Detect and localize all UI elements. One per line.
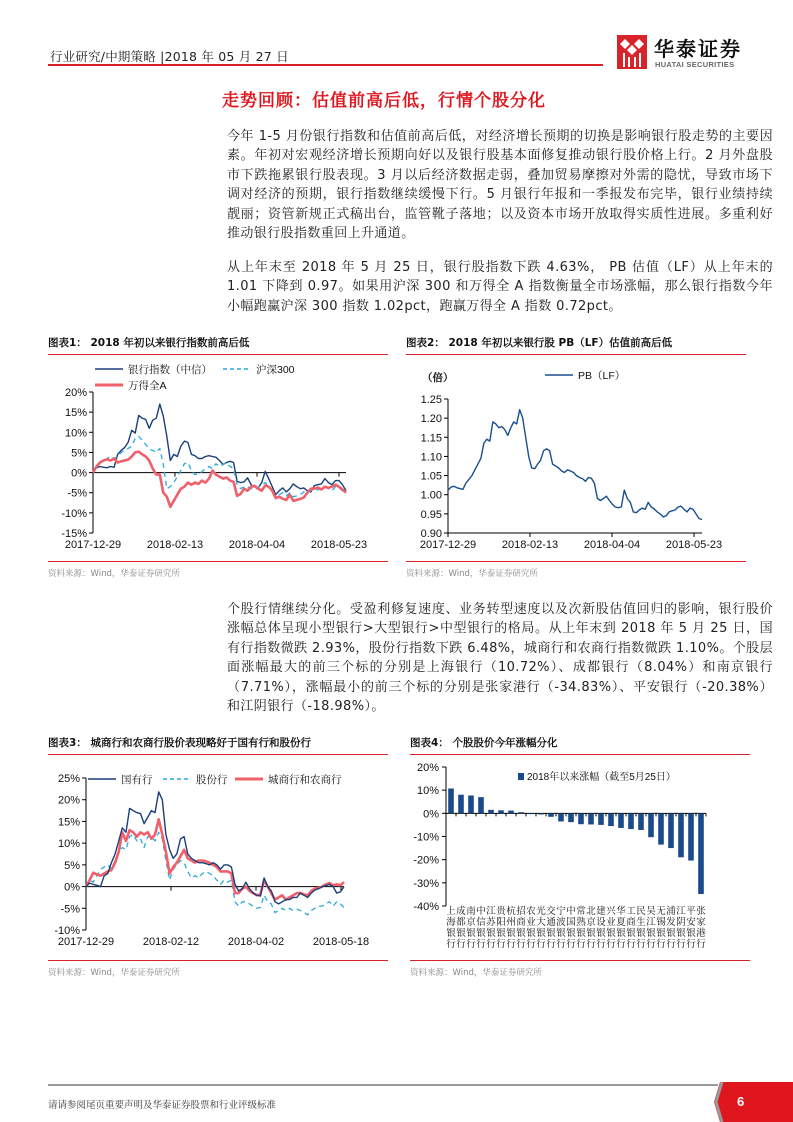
y-tick-label: 0%: [423, 808, 439, 821]
category-label-char: 大: [536, 917, 546, 928]
category-label-char: 无: [656, 906, 666, 917]
x-tick-label: 2017-12-29: [64, 539, 122, 551]
series-line: [86, 792, 344, 904]
bar: [658, 813, 664, 844]
figure-2-source: 资料来源：Wind，华泰证券研究所: [406, 569, 538, 579]
logo-mark-icon: [617, 35, 647, 69]
figure-3-title: 图表3： 城商行和农商行股价表现略好于国有行和股份行: [48, 737, 311, 749]
category-label-char: 平: [686, 906, 696, 917]
category-label-char: 常: [576, 906, 586, 917]
category-label-char: 苏: [486, 917, 496, 928]
bar: [518, 812, 524, 813]
bar: [598, 813, 604, 825]
category-label-char: 江: [486, 906, 496, 917]
category-label-char: 贵: [496, 906, 506, 917]
category-label-char: 行: [616, 939, 626, 950]
category-label-char: 华: [616, 906, 626, 917]
category-label-char: 阴: [676, 917, 686, 928]
category-label-char: 行: [586, 939, 596, 950]
y-tick-label: -5%: [67, 487, 87, 500]
y-tick-label: 1.25: [420, 394, 442, 406]
category-label-char: 兴: [606, 906, 616, 917]
category-label-char: 商: [516, 917, 526, 928]
x-tick-label: 2017-12-29: [419, 539, 477, 551]
bar: [688, 813, 694, 860]
x-tick-label: 2018-04-02: [227, 936, 285, 948]
category-label-char: 行: [596, 939, 606, 950]
figure-1-bottom-rule: [48, 561, 388, 562]
logo-text-cn: 华泰证券: [654, 37, 742, 61]
category-label-char: 中: [476, 906, 486, 917]
paragraph-3: 个股行情继续分化。受盈利修复速度、业务转型速度以及次新股估值回归的影响，银行股价涨幅总体呈现小型银行>大型银行>中型银行的格局。从上年末到 2018 年 5 月 25 日，国有行指数微跌 2.93%，股份行指数下跌 6.48%，城商行和农商行指数微跌 1.10%。个股层面涨幅最大的前三个标的分别是上海银行（10.72%）、成都银行（8.04%）和南京银行（7.71%），涨幅最小的前三个标的分别是张家港行（-34.83%）、平安银行（-20.38%）和江阴银行（-18.98%）。: [227, 602, 773, 715]
bar: [528, 813, 534, 814]
company-logo: [617, 33, 767, 73]
category-label-char: 成: [456, 906, 466, 917]
series-line: [93, 436, 346, 499]
legend-label: PB（LF）: [578, 370, 626, 382]
category-label-char: 银: [496, 928, 506, 939]
category-label-char: 银: [596, 928, 606, 939]
y-tick-label: 1.20: [420, 413, 442, 426]
x-tick-label: 2018-05-18: [312, 936, 370, 948]
category-label-char: 行: [626, 939, 636, 950]
category-label-char: 行: [576, 939, 586, 950]
category-label-char: 家: [696, 917, 706, 928]
y-tick-label: 25%: [57, 773, 80, 785]
legend-label: 万得全A: [128, 380, 167, 392]
category-label-char: 中: [566, 906, 576, 917]
footer-rule: [48, 1084, 718, 1086]
y-tick-label: 15%: [57, 816, 80, 829]
legend-label: 股份行: [196, 774, 228, 786]
page-number: 6: [737, 1094, 745, 1109]
category-label-char: 夏: [616, 917, 626, 928]
category-label-char: 州: [506, 917, 516, 928]
chart-3-bank-types: [40, 755, 390, 955]
category-label-char: 银: [566, 928, 576, 939]
x-tick-label: 2018-05-23: [310, 539, 368, 551]
category-label-char: 交: [546, 906, 556, 917]
category-label-char: 行: [496, 939, 506, 950]
category-label-char: 设: [596, 917, 606, 928]
y-tick-label: 0%: [71, 467, 87, 480]
category-label-char: 南: [466, 906, 476, 917]
category-label-char: 行: [536, 939, 546, 950]
category-label-char: 行: [696, 939, 706, 950]
category-label-char: 银: [666, 928, 676, 939]
legend-label: 2018年以来涨幅（截至5月25日）: [527, 772, 676, 783]
bar: [698, 813, 704, 894]
category-label-char: 银: [676, 928, 686, 939]
x-tick-label: 2018-04-04: [228, 539, 286, 551]
header-rule: [48, 64, 603, 66]
category-label-char: 行: [546, 939, 556, 950]
category-label-char: 银: [486, 928, 496, 939]
y-tick-label: 5%: [64, 859, 80, 872]
category-label-char: 银: [586, 928, 596, 939]
paragraph-2: 从上年末至 2018 年 5 月 25 日，银行股指数下跌 4.63%， PB 估值（LF）从上年末的 1.01 下降到 0.97。如果用沪深 300 和万得全 A 指数衡量全市场涨幅，那么银行指数今年小幅跑赢沪深 300 指数 1.02pct，跑赢万得全 A 指数 0.72pct。: [227, 260, 773, 314]
page-tab-shape: [708, 1082, 793, 1122]
category-label-char: 吴: [646, 906, 656, 917]
paragraph-1: 今年 1-5 月份银行指数和估值前高后低，对经济增长预期的切换是影响银行股走势的主要因素。年初对宏观经济增长预期向好以及银行股基本面修复推动银行股价格上行。2 月外盘股市下跌拖累银行股表现。3 月以后经济数据走弱，叠加贸易摩擦对外需的隐忧，导致市场下调对经济的预期，银行指数继续缓慢下行。5 月银行年报和一季报发布完毕，银行业绩持续靓丽；资管新规正式稿出台，监管靴子落地；以及资本市场开放取得实质性进展。多重利好推动银行股指数重回上升通道。: [227, 129, 773, 242]
category-label-char: 行: [686, 939, 696, 950]
bar: [638, 813, 644, 830]
bar: [498, 810, 504, 813]
bar: [538, 813, 544, 814]
category-label-char: 宁: [556, 906, 566, 917]
category-label-char: 银: [636, 928, 646, 939]
bar: [618, 813, 624, 828]
legend-label: 国有行: [121, 774, 153, 786]
category-label-char: 银: [606, 928, 616, 939]
bar: [458, 795, 464, 814]
category-label-char: 银: [616, 928, 626, 939]
y-tick-label: 1.05: [420, 470, 442, 483]
category-label-char: 工: [626, 906, 636, 917]
category-label-char: 银: [546, 928, 556, 939]
figure-2: [406, 335, 746, 355]
bar: [608, 813, 614, 826]
y-tick-label: 10%: [64, 427, 87, 440]
y-axis-unit: （倍）: [422, 372, 454, 384]
category-label-char: 都: [456, 917, 466, 928]
y-tick-label: 1.15: [420, 432, 442, 445]
bar: [468, 795, 474, 813]
category-label-char: 通: [546, 917, 556, 928]
header-breadcrumb: 行业研究/中期策略 |2018 年 05 月 27 日: [50, 49, 289, 64]
x-tick-label: 2018-02-13: [146, 539, 204, 551]
y-tick-label: 20%: [64, 387, 87, 399]
figure-2-title: 图表2： 2018 年初以来银行股 PB（LF）估值前高后低: [406, 337, 673, 349]
category-label-char: 光: [536, 906, 546, 917]
chart-2-pb-valuation: [400, 355, 760, 555]
category-label-char: 杭: [506, 906, 516, 917]
category-label-char: 银: [526, 928, 536, 939]
category-label-char: 熟: [576, 917, 586, 928]
category-label-char: 张: [696, 906, 706, 917]
category-label-char: 银: [446, 928, 456, 939]
logo-text-en: HUATAI SECURITIES: [655, 60, 735, 69]
category-label-char: 民: [636, 906, 646, 917]
category-label-char: 发: [666, 917, 676, 928]
x-tick-label: 2018-05-23: [665, 539, 723, 551]
figure-1-source: 资料来源：Wind，华泰证券研究所: [48, 569, 180, 579]
y-tick-label: -10%: [61, 507, 87, 520]
category-label-char: 国: [566, 917, 576, 928]
category-label-char: 商: [626, 917, 636, 928]
category-label-char: 行: [456, 939, 466, 950]
category-label-char: 行: [566, 939, 576, 950]
category-label-char: 行: [676, 939, 686, 950]
category-label-char: 行: [506, 939, 516, 950]
legend-label: 银行指数（中信）: [128, 364, 212, 376]
category-label-char: 银: [656, 928, 666, 939]
category-label-char: 银: [476, 928, 486, 939]
category-label-char: 上: [446, 906, 456, 917]
category-label-char: 浦: [666, 906, 676, 917]
category-label-char: 银: [646, 928, 656, 939]
bar: [578, 813, 584, 824]
y-tick-label: 1.00: [420, 489, 442, 502]
y-tick-label: -15%: [61, 528, 87, 540]
category-label-char: 业: [526, 917, 536, 928]
figure-4-bottom-rule: [410, 960, 750, 961]
category-label-char: 行: [666, 939, 676, 950]
category-label-char: 行: [446, 939, 456, 950]
bar: [628, 813, 634, 829]
category-label-char: 行: [526, 939, 536, 950]
category-label-char: 银: [456, 928, 466, 939]
footer-disclaimer: 请请参阅尾页重要声明及华泰证券股票和行业评级标准: [48, 1100, 277, 1111]
series-line: [448, 410, 702, 520]
category-label-char: 江: [646, 917, 656, 928]
category-label-char: 行: [466, 939, 476, 950]
bar: [478, 797, 484, 813]
legend-label: 沪深300: [256, 364, 295, 376]
category-label-char: 江: [676, 906, 686, 917]
y-tick-label: 15%: [64, 407, 87, 420]
figure-3-source: 资料来源：Wind，华泰证券研究所: [48, 968, 180, 978]
y-tick-label: 0%: [64, 881, 80, 894]
category-label-char: 农: [526, 906, 536, 917]
section-title: 走势回顾：估值前高后低，行情个股分化: [222, 91, 546, 111]
figure-2-bottom-rule: [406, 561, 746, 562]
category-label-char: 银: [626, 928, 636, 939]
category-label-char: 安: [686, 917, 696, 928]
category-label-char: 京: [466, 917, 476, 928]
category-label-char: 银: [536, 928, 546, 939]
y-tick-label: 1.10: [420, 451, 442, 464]
figure-3-bottom-rule: [48, 960, 388, 961]
x-tick-label: 2018-02-12: [142, 936, 200, 948]
category-label-char: 行: [606, 939, 616, 950]
bar: [678, 813, 684, 857]
y-tick-label: -10%: [413, 831, 439, 844]
x-tick-label: 2018-04-04: [583, 539, 641, 551]
series-line: [86, 832, 344, 915]
y-tick-label: 0.90: [420, 528, 442, 540]
y-tick-label: -40%: [413, 901, 439, 913]
category-label-char: 银: [506, 928, 516, 939]
figure-4-source: 资料来源：Wind，华泰证券研究所: [410, 968, 542, 978]
category-label-char: 行: [476, 939, 486, 950]
chart-4-stock-returns: [400, 755, 760, 960]
category-label-char: 业: [606, 917, 616, 928]
category-label-char: 银: [466, 928, 476, 939]
category-label-char: 生: [636, 917, 646, 928]
y-tick-label: 5%: [71, 447, 87, 460]
y-tick-label: 10%: [416, 785, 439, 798]
category-label-char: 锡: [656, 917, 666, 928]
category-label-char: 银: [576, 928, 586, 939]
figure-1-title: 图表1： 2018 年初以来银行指数前高后低: [48, 337, 250, 349]
category-label-char: 行: [486, 939, 496, 950]
bar: [448, 788, 454, 813]
category-label-char: 行: [556, 939, 566, 950]
category-label-char: 信: [476, 917, 486, 928]
figure-4-title: 图表4： 个股股价今年涨幅分化: [410, 737, 558, 749]
category-label-char: 阳: [496, 917, 506, 928]
y-tick-label: -10%: [54, 925, 80, 937]
legend-label: 城商行和农商行: [268, 774, 342, 786]
category-label-char: 银: [516, 928, 526, 939]
figure-1: [48, 335, 388, 355]
category-label-char: 行: [516, 939, 526, 950]
bar: [488, 810, 494, 813]
bar: [648, 813, 654, 837]
y-tick-label: 0.95: [420, 508, 442, 521]
category-label-char: 建: [596, 906, 606, 917]
category-label-char: 行: [636, 939, 646, 950]
category-label-char: 银: [556, 928, 566, 939]
category-label-char: 港: [696, 928, 706, 939]
category-label-char: 银: [686, 928, 696, 939]
y-tick-label: -30%: [413, 877, 439, 890]
y-tick-label: 10%: [57, 838, 80, 851]
category-label-char: 海: [446, 917, 456, 928]
category-label-char: 招: [516, 906, 526, 917]
category-label-char: 波: [556, 917, 566, 928]
category-label-char: 京: [586, 917, 596, 928]
series-line: [93, 404, 346, 495]
y-tick-label: -5%: [60, 903, 80, 916]
x-tick-label: 2018-02-13: [501, 539, 559, 551]
category-label-char: 行: [646, 939, 656, 950]
y-tick-label: -20%: [413, 854, 439, 867]
bar: [568, 813, 574, 822]
bar: [668, 813, 674, 848]
y-tick-label: 20%: [416, 762, 439, 774]
figure-3: [48, 735, 388, 755]
x-tick-label: 2017-12-29: [57, 936, 115, 948]
chart-1-bank-index: [40, 355, 390, 555]
bar: [558, 813, 564, 821]
category-label-char: 行: [656, 939, 666, 950]
bar: [548, 813, 554, 816]
y-tick-label: 20%: [57, 794, 80, 807]
bar: [588, 813, 594, 824]
category-label-char: 北: [586, 906, 596, 917]
figure-4: [410, 735, 750, 755]
bar: [508, 811, 514, 814]
